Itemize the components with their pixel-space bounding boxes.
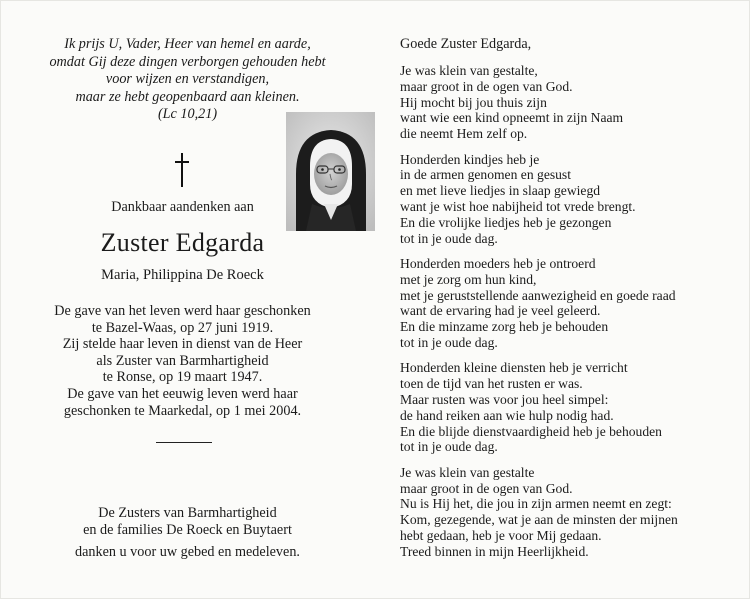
poem-line: Honderden moeders heb je ontroerd (400, 255, 596, 271)
poem-line: En die vrolijke liedjes heb je gezongen (400, 214, 612, 230)
poem-line: toen de tijd van het rusten er was. (400, 376, 583, 392)
poem-stanza (400, 63, 745, 142)
quote-line: voor wijzen en verstandigen, (105, 71, 270, 88)
thanks-line: De Zusters van Barmhartigheid (98, 505, 277, 521)
poem-line: Kom, gezegende, wat je aan de minsten der mijnen (400, 512, 678, 528)
divider (156, 442, 212, 443)
poem-line: want de ervaring had je veel geleerd. (400, 303, 601, 319)
poem-greeting: Goede Zuster Edgarda, (400, 36, 532, 52)
poem-panel (400, 36, 745, 569)
poem-line: want je wist hoe nabijheid tot vrede brengt. (400, 198, 636, 214)
dedication-line: Dankbaar aandenken aan (111, 199, 254, 215)
cross-icon (167, 152, 197, 188)
poem-line: Honderden kleine diensten heb je verricht (400, 360, 628, 376)
poem-line: Nu is Hij het, die jou in zijn armen neemt en zegt: (400, 496, 672, 512)
poem-line: tot in je oude dag. (400, 334, 498, 350)
poem-line: en met lieve liedjes in slaap gewiegd (400, 183, 601, 199)
bio-line: te Bazel-Waas, op 27 juni 1919. (91, 319, 274, 336)
poem-line: die neemt Hem zelf op. (400, 126, 528, 142)
poem-stanza (400, 152, 745, 247)
poem-line: maar groot in de ogen van God. (400, 78, 573, 94)
full-name: Maria, Philippina De Roeck (101, 267, 264, 283)
poem-line: En die blijde dienstvaardigheid heb je behouden (400, 423, 662, 439)
bio-line: te Ronse, op 19 maart 1947. (102, 369, 263, 386)
poem-line: Je was klein van gestalte, (400, 63, 538, 78)
poem-line: En die minzame zorg heb je behouden (400, 319, 609, 335)
bio-line: geschonken te Maarkedal, op 1 mei 2004. (63, 402, 302, 419)
quote-line: omdat Gij deze dingen verborgen gehouden hebt (49, 53, 326, 70)
deceased-name: Zuster Edgarda (100, 228, 265, 257)
bio-line: als Zuster van Barmhartigheid (96, 352, 269, 369)
poem-stanza (400, 360, 745, 455)
poem-line: de hand reiken aan wie hulp nodig had. (400, 407, 614, 423)
bio-line: Zij stelde haar leven in dienst van de Heer (62, 336, 303, 353)
poem-stanza (400, 256, 745, 351)
bio-line: De gave van het eeuwig leven werd haar (67, 385, 298, 402)
bio-line: De gave van het leven werd haar geschonken (54, 303, 311, 319)
bible-quote (0, 36, 375, 124)
poem-line: met je zorg om hun kind, (400, 271, 537, 287)
poem-line: Je was klein van gestalte (400, 464, 535, 480)
poem-line: hebt gedaan, heb je voor Mij gedaan. (400, 527, 602, 543)
quote-line: maar ze hebt geopenbaard aan kleinen. (75, 88, 300, 105)
poem-line: in de armen genomen en gesust (400, 167, 572, 183)
poem-line: want wie een kind opneemt in zijn Naam (400, 110, 624, 126)
poem-line: met je geruststellende aanwezigheid en goede raad (400, 287, 676, 303)
poem-line: Treed binnen in mijn Heerlijkheid. (400, 543, 589, 559)
poem-line: maar groot in de ogen van God. (400, 480, 573, 496)
poem-line: Maar rusten was voor jou heel simpel: (400, 391, 609, 407)
poem-line: tot in je oude dag. (400, 230, 498, 246)
closing-line: danken u voor uw gebed en medeleven. (75, 544, 300, 560)
thanks-line: en de families De Roeck en Buytaert (83, 521, 292, 538)
poem-line: Honderden kindjes heb je (400, 151, 540, 167)
family-thanks (0, 505, 375, 538)
poem-line: Hij mocht bij jou thuis zijn (400, 94, 547, 110)
quote-reference: (Lc 10,21) (157, 106, 218, 123)
quote-line: Ik prijs U, Vader, Heer van hemel en aarde, (64, 36, 311, 52)
poem-line: tot in je oude dag. (400, 439, 498, 455)
biography (0, 303, 365, 419)
poem-stanza (400, 465, 745, 560)
